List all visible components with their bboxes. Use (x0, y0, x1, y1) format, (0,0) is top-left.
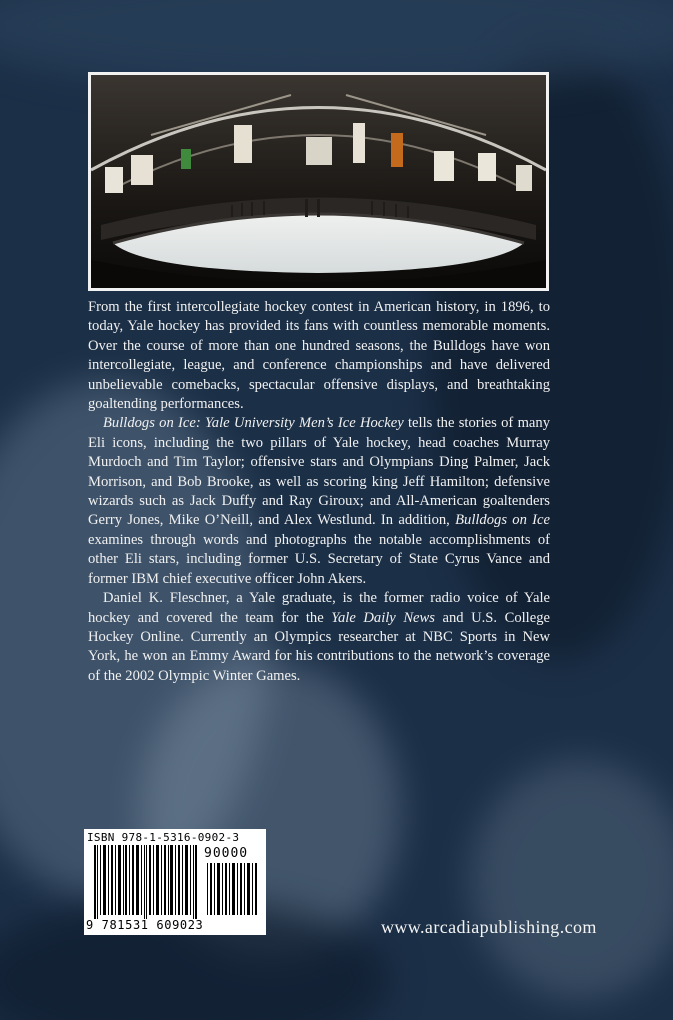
isbn-text: ISBN 978-1-5316-0902-3 (87, 831, 240, 844)
publication-name: Yale Daily News (331, 609, 435, 626)
back-cover-description (88, 298, 550, 686)
bio-text-a: Daniel K. Fleschner, a Yale graduate, is the former radio voice of Yale hockey and covered the team for the (88, 590, 550, 626)
ean-digits: 9 781531 609023 (86, 918, 204, 932)
book-title: Bulldogs on Ice: Yale University Men’s Ice Hockey (103, 415, 404, 432)
summary-text-a: tells the stories of many Eli icons, including the two pillars of Yale hockey, head coaches Murray Murdoch and Tim Taylor; offensive stars and Olympians Ding Palmer, Jack Morrison, and Bob Brooke, as well as scoring king Jeff Hamilton; defensive wizards such as Jack Duffy and Ray Giroux; and All-American goaltenders Gerry Jones, Mike O’Neill, and Alex Westlund. In addition, (88, 415, 550, 529)
arena-photo (88, 72, 549, 291)
author-bio-paragraph (88, 589, 550, 686)
book-summary-paragraph (88, 414, 550, 589)
intro-paragraph: From the first intercollegiate hockey contest in American history, in 1896, to today, Yale hockey has provided its fans with countless memorable moments. Over the course of more than one hundred seasons, the Bulldogs have won intercollegiate, league, and conference championships and have delivered unbelievable comebacks, spectacular offensive displays, and breathtaking goaltending performances. (88, 299, 550, 413)
hockey-rink-image (91, 75, 546, 288)
book-title-short: Bulldogs on Ice (455, 512, 550, 529)
publisher-url[interactable]: www.arcadiapublishing.com (381, 917, 597, 937)
summary-text-b: examines through words and photographs the notable accomplishments of other Eli stars, including former U.S. Secretary of State Cyrus Vance and former IBM chief executive officer John Akers. (88, 531, 550, 587)
bio-text-b: and U.S. College Hockey Online. Currently an Olympics researcher at NBC Sports in New York, he won an Emmy Award for his contributions to the network’s coverage of the 2002 Olympic Winter Games. (88, 609, 550, 684)
isbn-barcode (84, 829, 266, 935)
price-code: 90000 (204, 846, 249, 861)
